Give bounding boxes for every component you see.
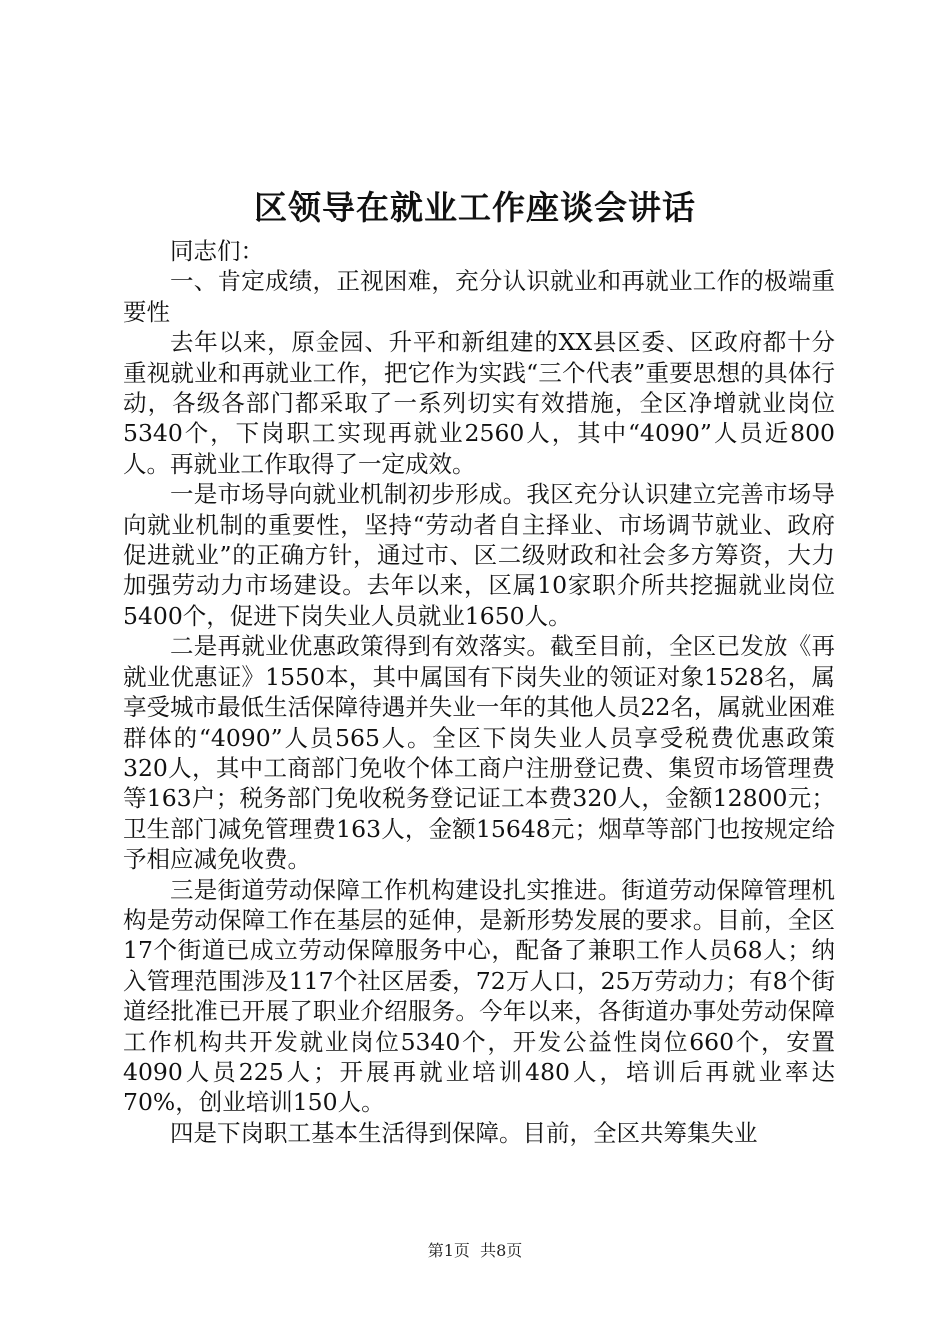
document-title: 区领导在就业工作座谈会讲话 xyxy=(254,188,696,227)
page-footer xyxy=(0,1240,950,1262)
section-heading: 一、肯定成绩，正视困难，充分认识就业和再就业工作的极端重要性 xyxy=(123,267,835,326)
body-paragraph: 二是再就业优惠政策得到有效落实。截至目前，全区已发放《再就业优惠证》1550本，其中属国有下岗失业的领证对象1528名，属享受城市最低生活保障待遇并失业一年的其他人员22名，属就业困难群体的“4090”人员565人。全区下岗失业人员享受税费优惠政策320人，其中工商部门免收个体工商户注册登记费、集贸市场管理费等163户；税务部门免收税务登记证工本费320人，金额12800元；卫生部门减免管理费163人，金额15648元；烟草等部门也按规定给予相应减免收费。 xyxy=(123,632,835,874)
body-paragraph: 去年以来，原金园、升平和新组建的XX县区委、区政府都十分重视就业和再就业工作，把它作为实践“三个代表”重要思想的具体行动，各级各部门都采取了一系列切实有效措施，全区净增就业岗位5340个，下岗职工实现再就业2560人，其中“4090”人员近800人。再就业工作取得了一定成效。 xyxy=(123,328,835,478)
page-indicator: 第1页 共8页 xyxy=(427,1241,523,1260)
body-paragraph: 三是街道劳动保障工作机构建设扎实推进。街道劳动保障管理机构是劳动保障工作在基层的延伸，是新形势发展的要求。目前，全区17个街道已成立劳动保障服务中心，配备了兼职工作人员68人；纳入管理范围涉及117个社区居委，72万人口，25万劳动力；有8个街道经批准已开展了职业介绍服务。今年以来，各街道办事处劳动保障工作机构共开发就业岗位5340个，开发公益性岗位660个，安置4090人员225人；开展再就业培训480人，培训后再就业率达70%，创业培训150人。 xyxy=(123,875,835,1117)
salutation: 同志们： xyxy=(170,237,264,265)
document-body xyxy=(123,236,835,1148)
body-paragraph: 四是下岗职工基本生活得到保障。目前，全区共筹集失业 xyxy=(170,1118,758,1147)
body-paragraph: 一是市场导向就业机制初步形成。我区充分认识建立完善市场导向就业机制的重要性，坚持“劳动者自主择业、市场调节就业、政府促进就业”的正确方针，通过市、区二级财政和社会多方筹资，大力加强劳动力市场建设。去年以来，区属10家职介所共挖掘就业岗位5400个，促进下岗失业人员就业1650人。 xyxy=(123,480,835,630)
